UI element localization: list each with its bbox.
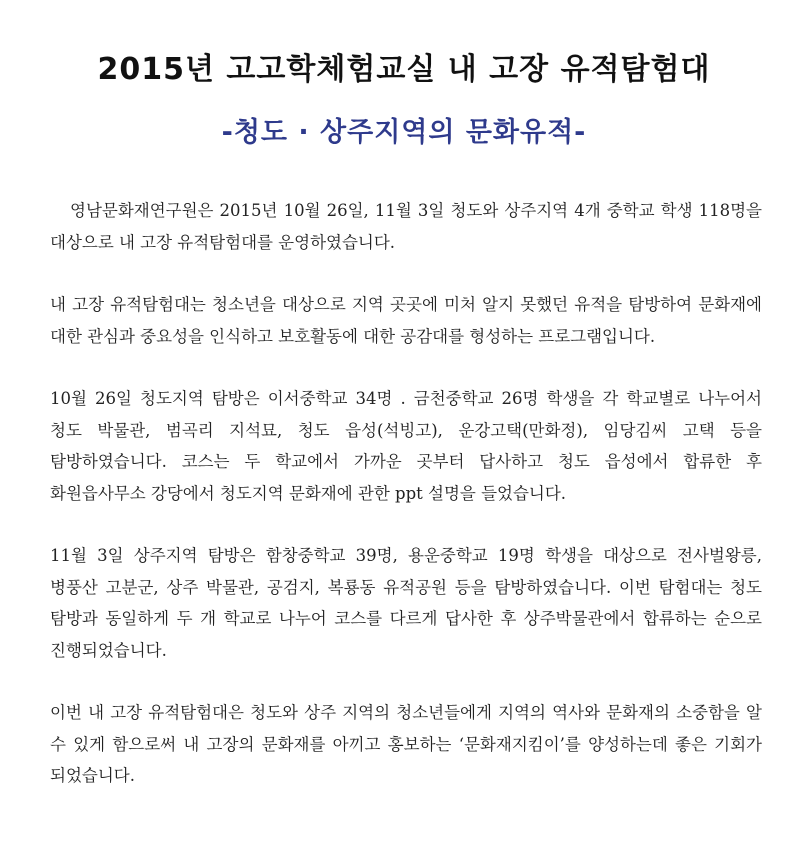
page-title: 2015년 고고학체험교실 내 고장 유적탐험대 <box>97 52 711 87</box>
page-subtitle: -청도 · 상주지역의 문화유적- <box>221 117 587 148</box>
paragraph-conclusion: 이번 내 고장 유적탐험대은 청도와 상주 지역의 청소년들에게 지역의 역사와 문화재의 소중함을 알 수 있게 함으로써 내 고장의 문화재를 아끼고 홍보하는 ‘문화재지킴이’를 양성하는데 좋은 기회가 되었습니다. <box>50 703 762 785</box>
paragraph-cheongdo: 10월 26일 청도지역 탐방은 이서중학교 34명 . 금천중학교 26명 학생을 각 학교별로 나누어서 청도 박물관, 범곡리 지석묘, 청도 읍성(석빙고), 운강고택(만화정), 임당김씨 고택 등을 탐방하였습니다. 코스는 두 학교에서 가까운 곳부터 답사하고 청도 읍성에서 합류한 후 화원읍사무소 강당에서 청도지역 문화재에 관한 ppt 설명을 들었습니다. <box>50 389 762 503</box>
paragraph-program: 내 고장 유적탐험대는 청소년을 대상으로 지역 곳곳에 미처 알지 못했던 유적을 탐방하여 문화재에 대한 관심과 중요성을 인식하고 보호활동에 대한 공감대를 형성하는 프로그램입니다. <box>50 295 762 346</box>
article-body <box>50 195 762 823</box>
paragraph-intro: 영남문화재연구원은 2015년 10월 26일, 11월 3일 청도와 상주지역 4개 중학교 학생 118명을 대상으로 내 고장 유적탐험대를 운영하였습니다. <box>50 201 762 252</box>
paragraph-sangju: 11월 3일 상주지역 탐방은 함창중학교 39명, 용운중학교 19명 학생을 대상으로 전사벌왕릉, 병풍산 고분군, 상주 박물관, 공검지, 복룡동 유적공원 등을 탐방하였습니다. 이번 탐험대는 청도 탐방과 동일하게 두 개 학교로 나누어 코스를 다르게 답사한 후 상주박물관에서 합류하는 순으로 진행되었습니다. <box>50 546 762 660</box>
